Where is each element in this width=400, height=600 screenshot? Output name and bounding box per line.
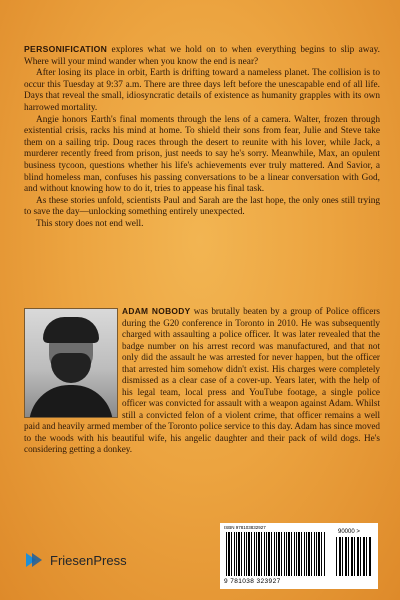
barcode-digits: 9 781038 323927 — [224, 578, 281, 585]
isbn-label: ISBN 978103832927 — [224, 525, 266, 530]
publisher-mark-icon — [24, 550, 44, 570]
price-code: 90000 > — [338, 529, 360, 535]
publisher-name: FriesenPress — [50, 552, 127, 568]
barcode-bars-icon — [226, 532, 326, 576]
back-cover-blurb — [24, 44, 380, 231]
blurb-paragraph: Angie honors Earth's final moments through the lens of a camera. Walter, frozen through existential crisis, racks his mind at home. To shield their sons from fear, Julie and Steve take them on a sailing trip. Doug races through the desert to reunite with his lover, while Jack, a murderer recently freed from prison, just needs to say he's sorry. Meanwhile, Max, an opulent business tycoon, questions whether his life's achievements ever truly mattered. And Savior, a blind homeless man, confuses his passing conversations to be a linear conversation with God, and without knowing how to do it, tries to appease his final task. — [24, 114, 380, 195]
blurb-paragraph: After losing its place in orbit, Earth is drifting toward a nameless planet. The collision is to occur this Tuesday at 9:37 a.m. There are three days left before the unescapable end of all life. Days that reveal the small, idiosyncratic details of existence as humanity grapples with its own harrowed mortality. — [24, 68, 380, 113]
blurb-paragraph: As these stories unfold, scientists Paul and Sarah are the last hope, the only ones still trying to save the day—unlocking something entirely unexpected. — [24, 195, 380, 218]
author-bio — [24, 306, 380, 456]
author-bio-text: was brutally beaten by a group of Police officers during the G20 conference in Toronto in 2010. He was subsequently charged with assaulting a police officer. It was later revealed that the badge number on his arrest record was manufactured, and that not only did the assault he was arrested for never happen, but the officer that arrested him somehow didn't exist. His charges were completely dismissed as a clear case of a cover-up. Years later, with the help of his legal team, local press and YouTube footage, a single police officer was convicted for assault with a weapon against Adam. Whilst still a convicted felon of a violent crime, that officer remains a well paid and heavily armed member of the Toronto police service to this day. Adam has since moved to the woods with his beautiful wife, his angelic daughter and their pack of wild dogs. He's considering getting a donkey. — [24, 306, 380, 454]
price-barcode-icon — [336, 537, 372, 576]
blurb-closing-line: This story does not end well. — [36, 218, 144, 229]
blurb-paragraph: PERSONIFICATION explores what we hold on to when everything begins to slip away. Where will your mind wander when you know the end is near? — [24, 44, 380, 67]
book-title-word: PERSONIFICATION — [24, 44, 108, 54]
publisher-logo — [24, 548, 127, 572]
isbn-barcode — [220, 523, 378, 589]
author-name: ADAM NOBODY — [122, 306, 191, 316]
